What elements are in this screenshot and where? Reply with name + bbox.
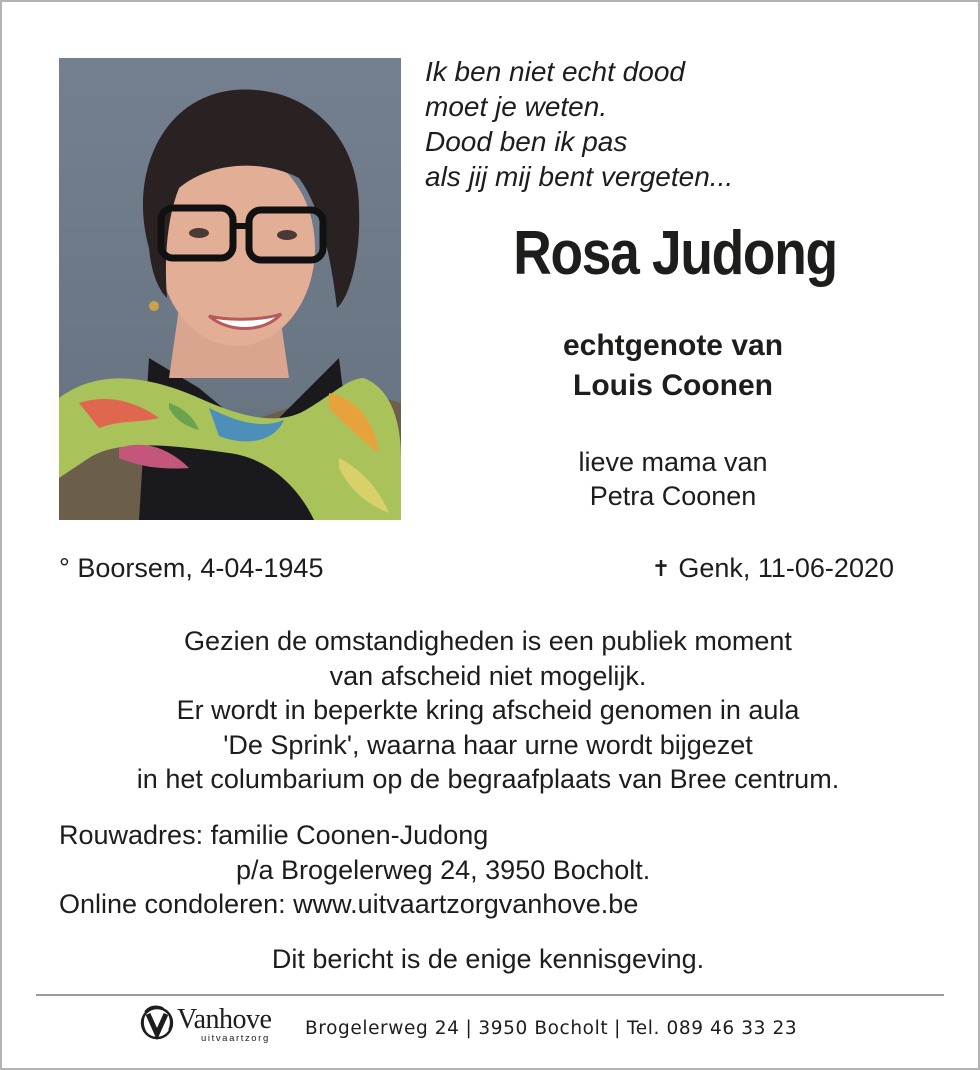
child-block [425,445,921,513]
spouse-name: Louis Coonen [573,369,773,402]
condolence-address [59,818,939,922]
address-line-online: Online condoleren: www.uitvaartzorgvanhove.be [59,889,639,919]
footer-city: 3950 Bocholt [478,1018,609,1039]
logo-name: Vanhove [177,1004,272,1035]
vanhove-logo-icon [137,1002,177,1042]
poem-line: moet je weten. [425,91,608,122]
birth-text: Boorsem, 4-04-1945 [77,553,324,583]
poem-line: Ik ben niet echt dood [425,56,685,87]
address-line-family: Rouwadres: familie Coonen-Judong [59,820,489,850]
message-line: van afscheid niet mogelijk. [329,660,647,691]
footer-phone: Tel. 089 46 33 23 [627,1018,798,1039]
message-line: in het columbarium op de begraafplaats van Bree centrum. [136,764,840,794]
deceased-name: Rosa Judong [513,219,837,288]
portrait-photo [59,58,401,520]
vanhove-logo [137,1002,297,1050]
notice-text: Dit bericht is de enige kennisgeving. [271,944,705,974]
poem-line: Dood ben ik pas [425,126,628,157]
child-name: Petra Coonen [589,481,757,511]
death-text: Genk, 11-06-2020 [678,553,894,583]
poem-line: als jij mij bent vergeten... [425,161,734,192]
birth-symbol: ° [59,553,70,583]
footer-street: Brogelerweg 24 [305,1018,460,1039]
spouse-relation: echtgenote van [562,329,784,362]
birth-info [59,553,323,584]
death-info [652,553,894,584]
footer-contact [305,1018,797,1039]
message-line: 'De Sprink', waarna haar urne wordt bijgezet [223,729,753,760]
spouse-block [425,326,921,406]
memorial-poem [425,54,945,194]
logo-subtitle: uitvaartzorg [201,1033,270,1044]
message-line: Er wordt in beperkte kring afscheid genomen in aula [176,695,800,725]
address-line-street: p/a Brogelerweg 24, 3950 Bocholt. [236,854,651,885]
farewell-message [40,624,936,797]
message-line: Gezien de omstandigheden is een publiek moment [184,626,792,656]
footer-separator: | [614,1018,622,1039]
cross-icon: ✝ [651,556,671,581]
child-relation: lieve mama van [578,447,768,477]
footer-separator: | [465,1018,473,1039]
footer-divider [36,994,944,996]
